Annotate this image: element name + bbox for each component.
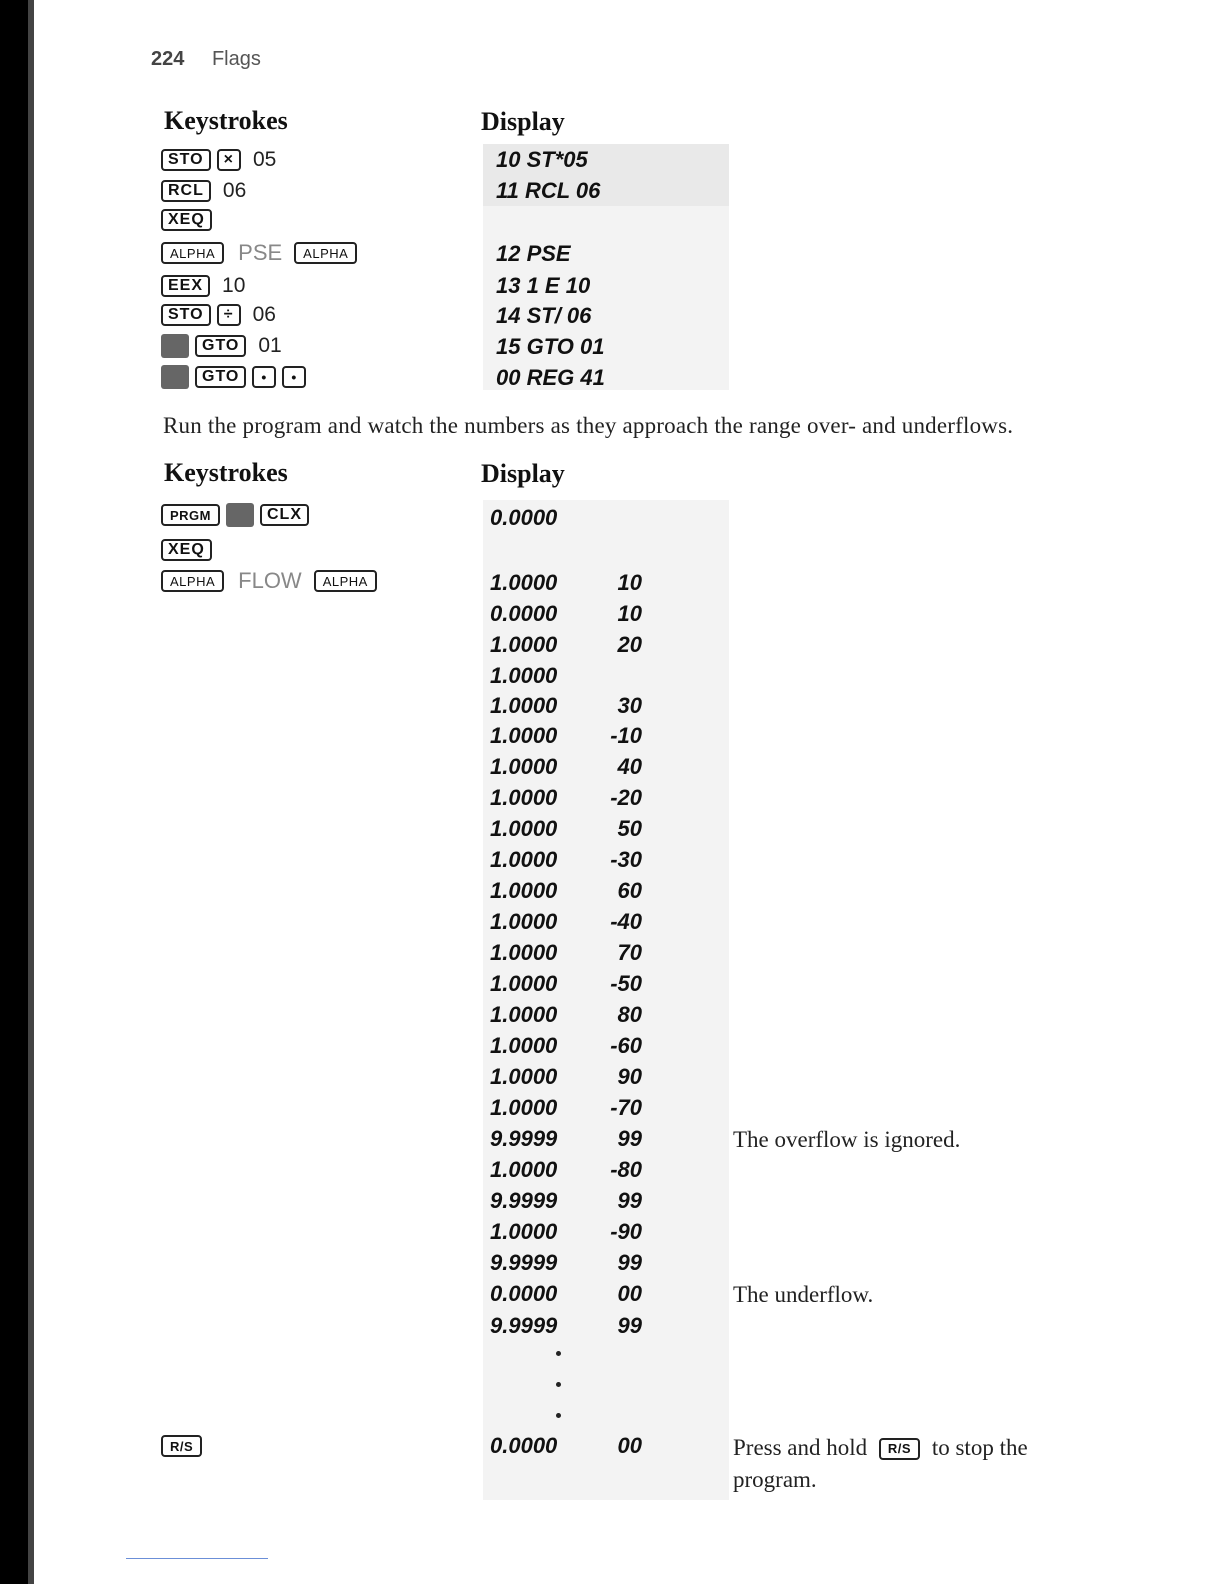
display-exponent: 70 [617, 940, 642, 965]
argument: 06 [252, 303, 276, 326]
display-exponent: -60 [610, 1033, 642, 1058]
intro-paragraph: Run the program and watch the numbers as they approach the range over- and underflows. [163, 413, 1014, 438]
keystroke-row [161, 333, 282, 359]
shift-key[interactable] [226, 503, 254, 527]
decimal-key[interactable]: • [282, 366, 306, 388]
display-line: 13 1 E 10 [496, 273, 591, 298]
display-mantissa: 1.0000 [490, 971, 558, 996]
keystroke-row [161, 537, 218, 563]
multiply-key[interactable]: × [217, 149, 241, 171]
display-mantissa: 1.0000 [490, 1002, 558, 1027]
display-mantissa: 9.9999 [490, 1313, 558, 1338]
sto-key[interactable]: STO [161, 304, 211, 326]
keystrokes-heading: Keystrokes [164, 106, 288, 135]
clx-key[interactable]: CLX [260, 504, 309, 526]
display-exponent: -40 [610, 909, 642, 934]
display-exponent: -80 [610, 1157, 642, 1182]
alpha-entry-text: PSE [238, 240, 283, 265]
decimal-key[interactable]: • [252, 366, 276, 388]
display-exponent: 90 [617, 1064, 642, 1089]
argument: 06 [222, 179, 247, 202]
display-mantissa: 1.0000 [490, 816, 558, 841]
display-exponent: 99 [617, 1313, 642, 1338]
keystroke-row [161, 240, 363, 266]
display-exponent: 00 [617, 1281, 642, 1306]
display-mantissa: 1.0000 [490, 785, 558, 810]
display-mantissa: 0.0000 [490, 1433, 558, 1458]
continuation-dot [556, 1351, 561, 1356]
display-exponent: 80 [617, 1002, 642, 1027]
stop-note [733, 1432, 1028, 1496]
underflow-note: The underflow. [733, 1282, 874, 1307]
book-binding-edge [0, 0, 28, 1584]
argument: 05 [252, 148, 277, 171]
display-line: 15 GTO 01 [496, 334, 605, 359]
page-header [151, 48, 261, 71]
display-mantissa: 1.0000 [490, 1095, 558, 1120]
continuation-dot [556, 1382, 561, 1387]
argument: 01 [258, 334, 282, 357]
display-mantissa: 9.9999 [490, 1126, 558, 1151]
display-mantissa: 1.0000 [490, 878, 558, 903]
display-heading: Display [481, 459, 565, 488]
keystroke-row [161, 302, 276, 328]
book-binding-shadow [28, 0, 34, 1584]
eex-key[interactable]: EEX [161, 275, 210, 297]
rcl-key[interactable]: RCL [161, 180, 211, 202]
display-exponent: -20 [610, 785, 642, 810]
prgm-key[interactable]: PRGM [161, 504, 220, 526]
keystroke-row [161, 502, 315, 528]
keystrokes-heading: Keystrokes [164, 458, 288, 487]
display-mantissa: 0.0000 [490, 505, 558, 530]
alpha-key[interactable]: ALPHA [314, 570, 377, 592]
display-heading: Display [481, 107, 565, 136]
run-stop-key[interactable]: R/S [161, 1435, 202, 1457]
divide-key[interactable]: ÷ [217, 304, 241, 326]
gto-key[interactable]: GTO [195, 335, 246, 357]
display-exponent: 50 [617, 816, 642, 841]
footer-rule [126, 1558, 268, 1559]
sto-key[interactable]: STO [161, 149, 211, 171]
display-mantissa: 1.0000 [490, 1157, 558, 1182]
display-exponent: 10 [617, 601, 642, 626]
section-title: Flags [211, 48, 261, 70]
keystroke-row [161, 273, 245, 299]
display-mantissa: 0.0000 [490, 1281, 558, 1306]
display-mantissa: 9.9999 [490, 1188, 558, 1213]
display-mantissa: 1.0000 [490, 1033, 558, 1058]
keystroke-row [161, 147, 276, 173]
display-line: 00 REG 41 [496, 365, 605, 390]
display-mantissa: 9.9999 [490, 1250, 558, 1275]
display-mantissa: 1.0000 [490, 663, 558, 688]
display-line: 10 ST*05 [496, 147, 588, 172]
alpha-key[interactable]: ALPHA [161, 242, 224, 264]
keystroke-row [161, 207, 218, 233]
xeq-key[interactable]: XEQ [161, 209, 212, 231]
display-exponent: 00 [617, 1433, 642, 1458]
display-exponent: -90 [610, 1219, 642, 1244]
gto-key[interactable]: GTO [195, 366, 246, 388]
display-mantissa: 1.0000 [490, 1219, 558, 1244]
display-exponent: -10 [610, 723, 642, 748]
display-line: 11 RCL 06 [496, 178, 601, 203]
shift-key[interactable] [161, 334, 189, 358]
continuation-dot [556, 1413, 561, 1418]
display-mantissa: 1.0000 [490, 693, 558, 718]
display-mantissa: 1.0000 [490, 909, 558, 934]
display-mantissa: 1.0000 [490, 1064, 558, 1089]
display-exponent: 40 [617, 754, 642, 779]
stop-note-line2: program. [733, 1467, 817, 1492]
display-exponent: 99 [617, 1126, 642, 1151]
page-number: 224 [151, 48, 185, 70]
display-exponent: 30 [617, 693, 642, 718]
shift-key[interactable] [161, 365, 189, 389]
display-exponent: -50 [610, 971, 642, 996]
display-exponent: 99 [617, 1188, 642, 1213]
display-mantissa: 1.0000 [490, 940, 558, 965]
display-exponent: 10 [617, 570, 642, 595]
stop-note-line1: Press and hold R/S to stop the [733, 1435, 1028, 1460]
display-exponent: -30 [610, 847, 642, 872]
run-stop-key-inline: R/S [879, 1438, 920, 1460]
display-mantissa: 1.0000 [490, 632, 558, 657]
keystroke-row [161, 364, 312, 390]
display-line: 12 PSE [496, 241, 571, 266]
display-line: 14 ST/ 06 [496, 303, 592, 328]
keystroke-row [161, 178, 246, 204]
argument: 10 [222, 274, 246, 297]
display-exponent: -70 [610, 1095, 642, 1120]
display-mantissa: 0.0000 [490, 601, 558, 626]
keystroke-row [161, 568, 383, 594]
display-mantissa: 1.0000 [490, 570, 558, 595]
display-exponent: 20 [617, 632, 642, 657]
display-mantissa: 1.0000 [490, 847, 558, 872]
display-exponent: 99 [617, 1250, 642, 1275]
display-mantissa: 1.0000 [490, 723, 558, 748]
display-mantissa: 1.0000 [490, 754, 558, 779]
alpha-entry-text: FLOW [238, 568, 302, 593]
alpha-key[interactable]: ALPHA [161, 570, 224, 592]
keystroke-row [161, 1433, 208, 1459]
alpha-key[interactable]: ALPHA [294, 242, 357, 264]
overflow-note: The overflow is ignored. [733, 1127, 961, 1152]
xeq-key[interactable]: XEQ [161, 539, 212, 561]
display-exponent: 60 [617, 878, 642, 903]
